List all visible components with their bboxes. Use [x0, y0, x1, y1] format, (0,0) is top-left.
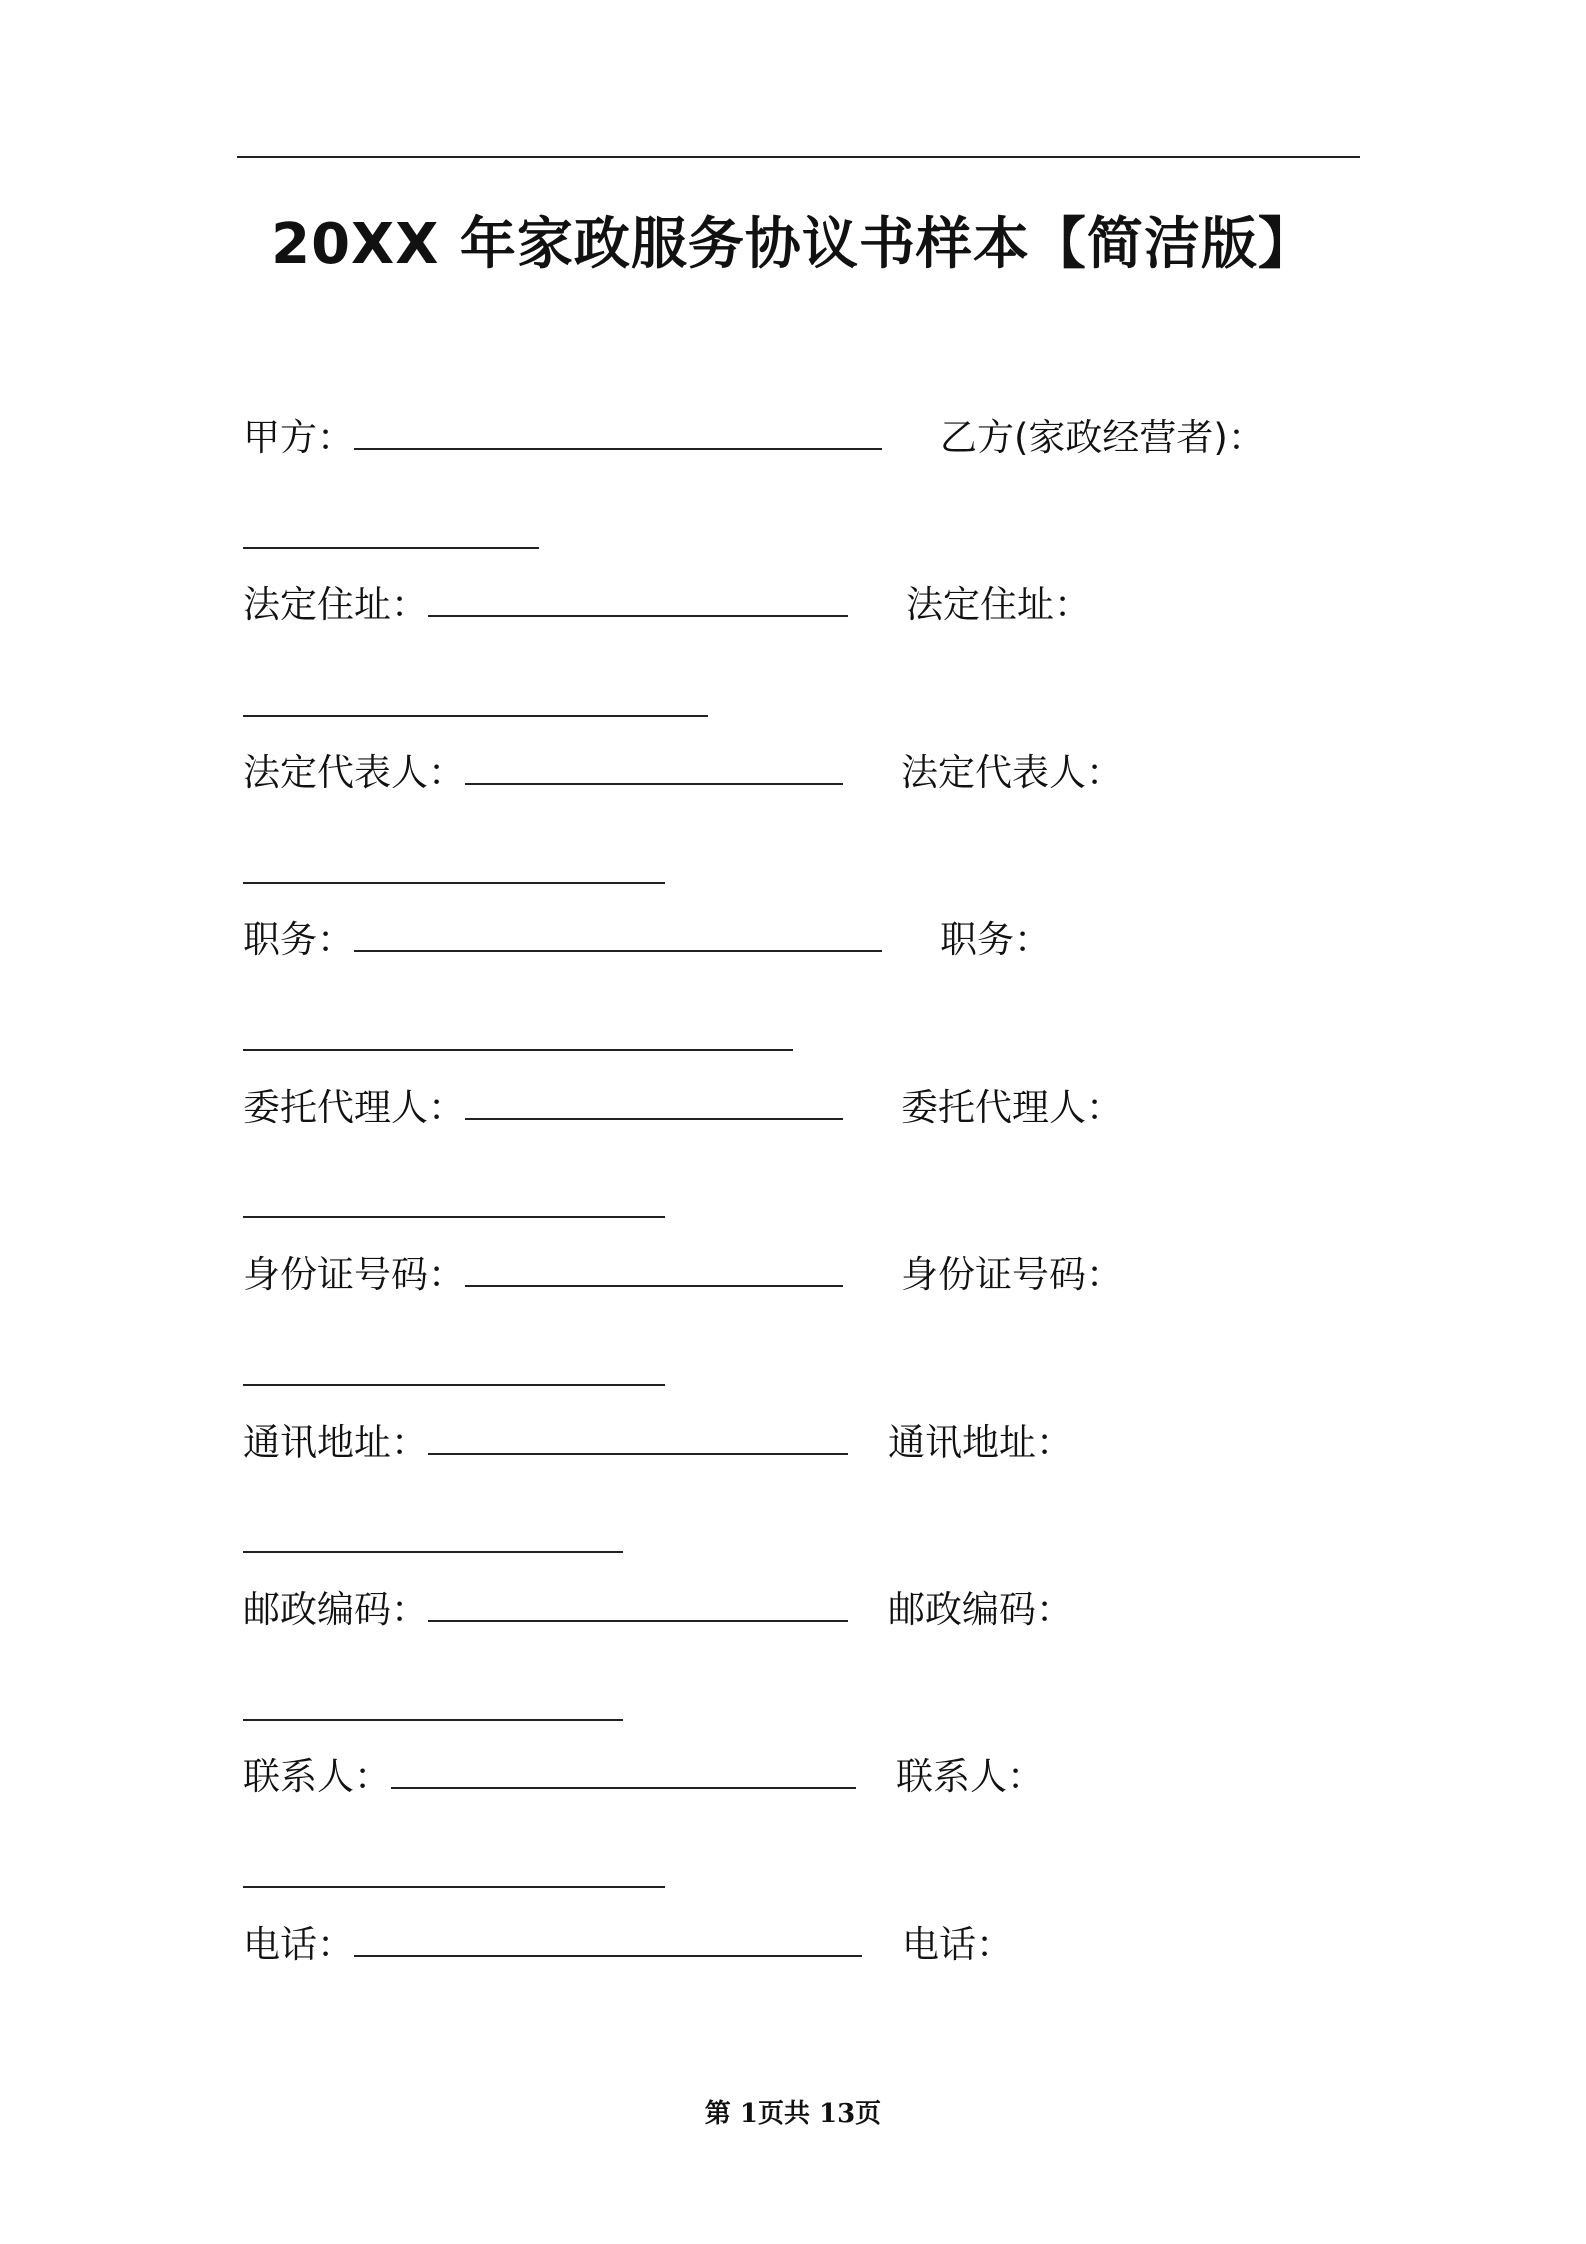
party-b-mailing-address-label: 通讯地址： — [888, 1421, 1073, 1464]
party-a-authorized-agent-field[interactable] — [465, 1088, 843, 1120]
header-rule — [237, 156, 1360, 158]
party-a-contact-person-field[interactable] — [391, 1757, 856, 1789]
party-b-id-number-field[interactable] — [243, 1384, 665, 1386]
party-a-phone-field[interactable] — [354, 1925, 862, 1957]
party-b-contact-person-label: 联系人： — [896, 1755, 1044, 1798]
party-a-position-label: 职务： — [243, 918, 354, 961]
party-a-legal-representative-field[interactable] — [465, 753, 843, 785]
party-a-contact-person-label: 联系人： — [243, 1755, 391, 1798]
party-b-postal-code-field[interactable] — [243, 1719, 623, 1721]
party-a-postal-code-label: 邮政编码： — [243, 1588, 428, 1631]
party-b-authorized-agent-field[interactable] — [243, 1216, 665, 1218]
party-a-legal-representative-label: 法定代表人： — [243, 751, 465, 794]
party-b-contact-person-field[interactable] — [243, 1886, 665, 1888]
party-row-position — [243, 915, 1051, 965]
party-row-phone — [243, 1920, 1013, 1970]
party-b-legal-representative-field[interactable] — [243, 882, 665, 884]
party-a-name-field[interactable] — [354, 418, 882, 450]
party-row-authorized-agent — [243, 1083, 1123, 1133]
party-b-position-label: 职务： — [940, 918, 1051, 961]
party-b-legal-address-label: 法定住址： — [906, 583, 1091, 626]
party-a-position-field[interactable] — [354, 920, 882, 952]
party-b-phone-label: 电话： — [902, 1923, 1013, 1966]
party-b-name-field[interactable] — [243, 547, 539, 549]
party-a-authorized-agent-label: 委托代理人： — [243, 1086, 465, 1129]
party-a-legal-address-label: 法定住址： — [243, 583, 428, 626]
party-row-contact-person — [243, 1752, 1044, 1802]
party-row-id-number — [243, 1250, 1123, 1300]
party-a-name-label: 甲方： — [243, 416, 354, 459]
party-b-authorized-agent-label: 委托代理人： — [901, 1086, 1123, 1129]
party-row-mailing-address — [243, 1418, 1073, 1468]
party-row-legal-address — [243, 580, 1091, 630]
party-a-phone-label: 电话： — [243, 1923, 354, 1966]
party-a-mailing-address-field[interactable] — [428, 1423, 848, 1455]
party-b-position-field[interactable] — [243, 1049, 793, 1051]
party-b-mailing-address-field[interactable] — [243, 1551, 623, 1553]
document-title: 20XX 年家政服务协议书样本【简洁版】 — [271, 212, 1315, 277]
page-number-footer: 第 1页共 13页 — [704, 2099, 882, 2129]
party-b-id-number-label: 身份证号码： — [901, 1253, 1123, 1296]
party-a-id-number-label: 身份证号码： — [243, 1253, 465, 1296]
party-a-legal-address-field[interactable] — [428, 585, 848, 617]
party-b-postal-code-label: 邮政编码： — [888, 1588, 1073, 1631]
party-row-postal-code — [243, 1585, 1073, 1635]
party-a-postal-code-field[interactable] — [428, 1590, 848, 1622]
party-b-legal-address-field[interactable] — [243, 715, 708, 717]
party-row-legal-representative — [243, 748, 1123, 798]
party-a-mailing-address-label: 通讯地址： — [243, 1421, 428, 1464]
party-b-legal-representative-label: 法定代表人： — [901, 751, 1123, 794]
party-a-id-number-field[interactable] — [465, 1255, 843, 1287]
party-row-party-name — [243, 413, 1265, 463]
party-b-name-label: 乙方(家政经营者)： — [940, 416, 1265, 459]
